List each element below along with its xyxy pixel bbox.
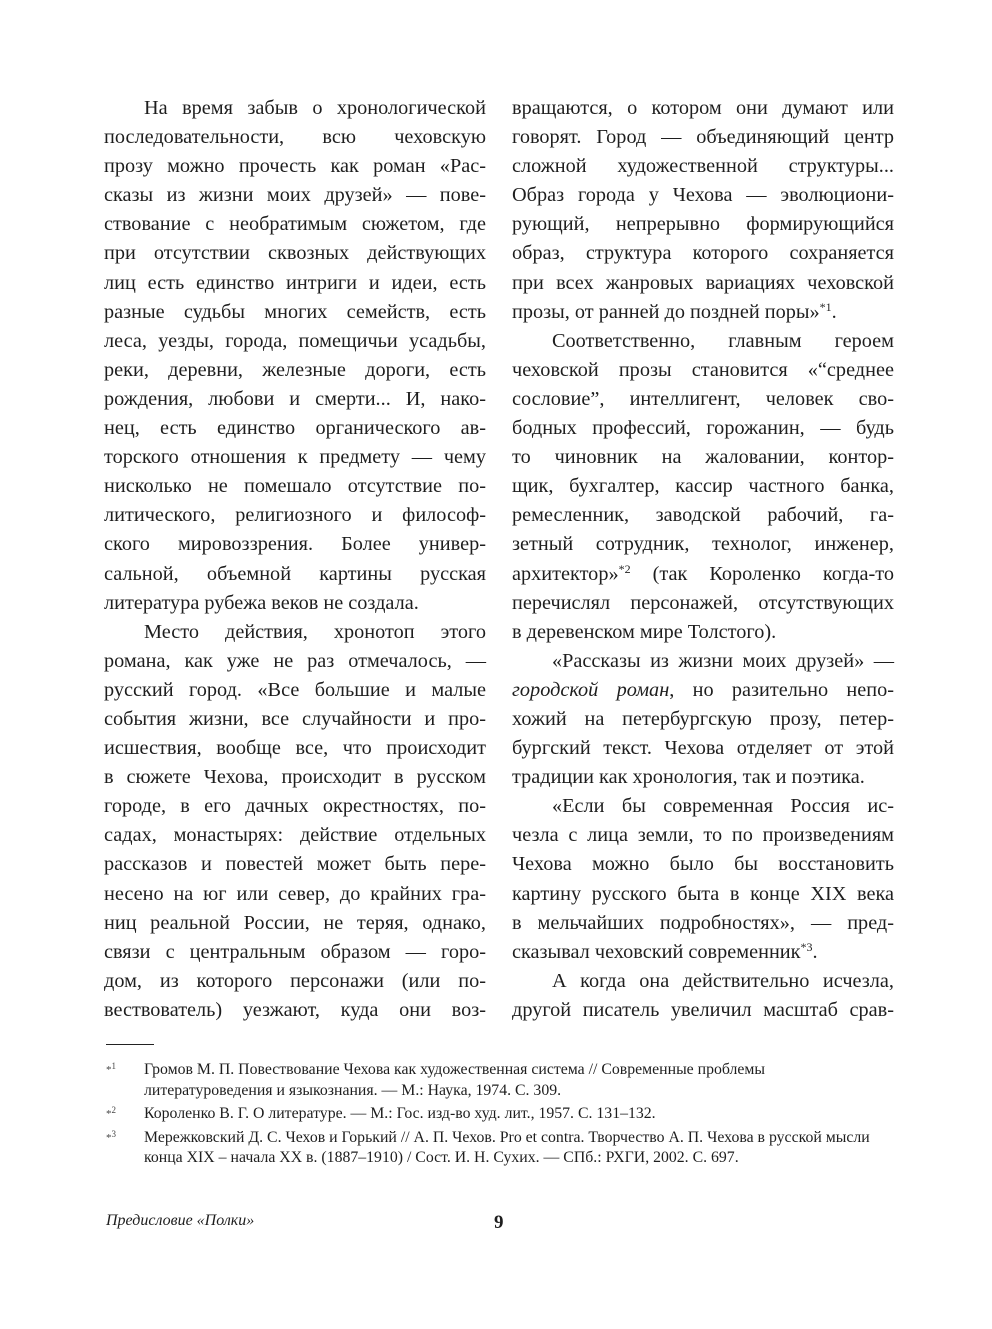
text-line: литература рубежа веков не создала. — [104, 591, 419, 614]
text-line: чеховской прозы становится «“среднее — [512, 358, 894, 381]
text-line: ниц реальной России, не теряя, однако, — [104, 911, 486, 934]
text-line: вествователь) уезжают, куда они воз- — [104, 998, 486, 1021]
text-line: На время забыв о хронологической — [144, 97, 486, 119]
text-line: вращаются, о котором они думают или — [512, 97, 894, 119]
text-line: сальной, объемной картины русская — [104, 562, 486, 585]
footnote-ref[interactable]: *3 — [800, 939, 813, 954]
text-column-right — [512, 94, 894, 1025]
text-line: «Если бы современная Россия ис- — [552, 795, 894, 818]
footnote-text: Громов М. П. Повествование Чехова как художественная система // Современные проблемы литературоведения и языкознания. — М.: Наука, 1974. С. 309. — [144, 1061, 766, 1099]
text-line: то чиновник на жаловании, контор- — [512, 446, 894, 469]
text-line: нисколько не помешало отсутствие по- — [104, 475, 486, 498]
text-line: при отсутствии сквозных действующих — [104, 242, 486, 265]
footnotes — [106, 1060, 886, 1172]
text-line: прозы, от ранней до поздней поры»$^{*1}$. — [512, 299, 837, 323]
text-line: архитектор»$^{*2}$ (так Короленко когда-то — [512, 561, 894, 585]
text-column-left — [104, 94, 486, 1025]
text-line: лиц есть единство интриги и идеи, есть — [104, 271, 486, 294]
text-line: бургский текст. Чехова отделяет от этой — [512, 737, 894, 760]
text-line: образ, структура которого сохраняется — [512, 242, 894, 265]
text-line: в мельчайших подробностях», — пред- — [512, 911, 894, 934]
footnote-2 — [106, 1104, 886, 1125]
text-line: леса, уезды, города, помещичьи усадьбы, — [104, 329, 486, 352]
footnote-text: Короленко В. Г. О литературе. — М.: Гос. изд-во худ. лит., 1957. С. 131–132. — [144, 1105, 656, 1122]
footnote-ref[interactable]: *2 — [618, 561, 631, 576]
text-line: перечислял персонажей, отсутствующих — [512, 591, 894, 614]
text-line: зетный сотрудник, технолог, инженер, — [512, 533, 894, 556]
footnote-separator — [106, 1044, 154, 1045]
text-line: последовательности, всю чеховскую — [104, 126, 486, 149]
page-footer — [106, 1212, 886, 1236]
text-line: А когда она действительно исчезла, — [552, 969, 894, 992]
text-line: рождения, любови и смерти... И, нако- — [104, 387, 486, 410]
footnote-ref[interactable]: *1 — [819, 299, 832, 314]
text-line: щик, бухгалтер, кассир частного банка, — [512, 475, 894, 498]
text-line: рующий, непрерывно формирующийся — [512, 213, 894, 236]
text-line: садах, монастырях: действие отдельных — [104, 824, 486, 847]
text-line: Соответственно, главным героем — [552, 329, 894, 352]
text-line: бодных профессий, горожанин, — будь — [512, 417, 894, 440]
text-line: традиции как хронология, так и поэтика. — [512, 766, 865, 789]
text-line: дом, из которого персонажи (или по- — [104, 969, 486, 992]
text-line: события жизни, все случайности и про- — [104, 707, 486, 730]
text-line: русский город. «Все большие и малые — [104, 678, 486, 701]
footnote-marker: *$^3$ — [106, 1128, 116, 1144]
text-line: исшествия, вообще все, что происходит — [104, 737, 486, 760]
text-line: ского мировоззрения. Более универ- — [104, 533, 486, 556]
text-line: сказывал чеховский современник$^{*3}$. — [512, 939, 818, 963]
text-line: чезла с лица земли, то по произведениям — [512, 824, 894, 847]
text-line: ствование с необратимым сюжетом, где — [104, 213, 486, 236]
text-line: городской роман, но разительно непо- — [512, 678, 894, 701]
text-line: Образ города у Чехова — эволюциони- — [512, 184, 894, 207]
text-line: романа, как уже не раз отмечалось, — — [104, 649, 486, 672]
text-line: хожий на петербургскую прозу, петер- — [512, 707, 894, 730]
footnote-1 — [106, 1060, 886, 1101]
text-line: Чехова можно было бы восстановить — [512, 853, 894, 876]
footnote-3 — [106, 1128, 886, 1169]
text-line: сложной художественной структуры... — [512, 155, 894, 178]
text-line: рассказов и повестей может быть пере- — [104, 853, 486, 876]
text-line: говорят. Город — объединяющий центр — [512, 126, 894, 149]
text-line: другой писатель увеличил масштаб срав- — [512, 998, 894, 1021]
running-title: Предисловие «Полки» — [106, 1212, 255, 1229]
text-line: несено на юг или север, до крайних гра- — [104, 882, 486, 905]
text-line: в сюжете Чехова, происходит в русском — [104, 766, 486, 789]
page-number: 9 — [494, 1212, 504, 1233]
footnote-marker: *$^2$ — [106, 1105, 116, 1120]
text-line: сословие”, интеллигент, человек сво- — [512, 387, 894, 410]
text-line: нец, есть единство органического ав- — [104, 417, 486, 440]
footnote-text: Мережковский Д. С. Чехов и Горький // А. П. Чехов. Pro et contra. Творчество А. П. Чехова в русской мысли конца XIX – начала XX в. (1887–1910) / Сост. И. Н. Сухих. — СПб.: РХГИ, 2002. С. 697. — [144, 1128, 870, 1166]
text-line: в деревенском мире Толстого). — [512, 620, 777, 643]
text-line: литического, религиозного и философ- — [104, 504, 486, 527]
text-line: реки, деревни, железные дороги, есть — [104, 358, 486, 381]
text-line: прозу можно прочесть как роман «Рас- — [104, 155, 486, 178]
text-line: сказы из жизни моих друзей» — пове- — [104, 184, 486, 207]
text-line: городе, в его дачных окрестностях, по- — [104, 795, 486, 818]
emphasis: городской роман — [512, 678, 670, 701]
text-line: при всех жанровых вариациях чеховской — [512, 271, 894, 294]
text-line: картину русского быта в конце XIX века — [512, 882, 894, 905]
footnote-marker: *$^1$ — [106, 1061, 116, 1076]
text-line: ремесленник, заводской рабочий, га- — [512, 504, 894, 527]
text-line: связи с центральным образом — горо- — [104, 940, 486, 963]
text-line: «Рассказы из жизни моих друзей» — — [552, 649, 894, 672]
text-line: Место действия, хронотоп этого — [144, 620, 486, 643]
text-line: торского отношения к предмету — чему — [104, 446, 486, 469]
text-line: разные судьбы многих семейств, есть — [104, 300, 486, 323]
